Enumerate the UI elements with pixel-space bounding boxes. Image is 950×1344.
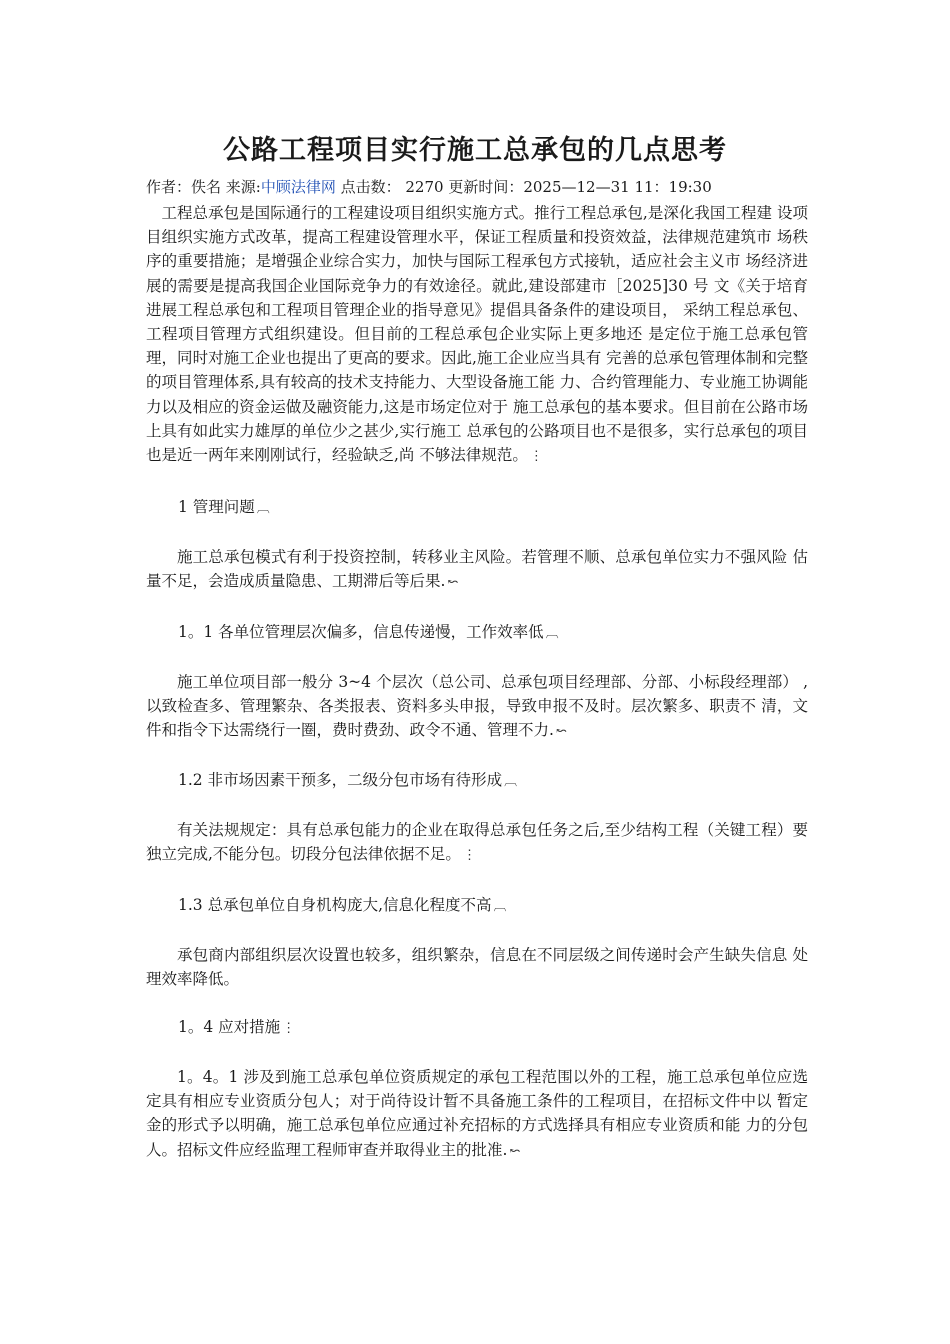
heading-text: 1.3 总承包单位自身机构庞大,信息化程度不高 [178,895,492,914]
document-title: 公路工程项目实行施工总承包的几点思考 [223,135,727,166]
section-paragraph [146,818,808,868]
spacer [146,521,808,545]
intro-text: 工程总承包是国际通行的工程建设项目组织实施方式。推行工程总承包,是深化我国工程建 设项目组织实施方式改革，提高工程建设管理水平，保证工程质量和投资效益，法律规范建筑市 场秩序的重要措施；是增强企业综合实力，加快与国际工程承包方式接轨，适应社会主义市 场经济进展的需要是提高我国企业国际竞争力的有效途径。就此,建设部建市［2025]30 号 文《关于培育进展工程总承包和工程项目管理企业的指导意见》提倡具备条件的建设项目， 采纳工程总承包、工程项目管理方式组织建设。但目前的工程总承包企业实际上更多地还 是定位于施工总承包管理，同时对施工企业也提出了更高的要求。因此,施工企业应当具有 完善的总承包管理体制和完整的项目管理体系,具有较高的技术支持能力、大型设备施工能 力、合约管理能力、专业施工协调能力以及相应的资金运做及融资能力,这是市场定位对于 施工总承包的基本要求。但目前在公路市场上具有如此实力雄厚的单位少之甚少,实行施工 总承包的公路项目也不是很多，实行总承包的项目也是近一两年来刚刚试行，经验缺乏,尚 不够法律规范。 [146,204,808,465]
format-mark-icon: ↜ [447,575,459,591]
article-meta [146,176,826,197]
section-paragraph [146,1065,808,1164]
format-mark-icon: ︹ [545,625,559,641]
source-link[interactable]: 中顾法律网 [260,178,336,196]
heading-text: 1 管理问题 [178,498,255,517]
intro-paragraph [146,201,808,469]
section-heading-1 [146,495,808,521]
spacer [146,991,808,1015]
spacer [146,869,808,893]
spacer [146,1041,808,1065]
spacer [146,596,808,620]
spacer [146,919,808,943]
format-mark-icon: ︹ [256,501,270,517]
article-body [146,201,808,1164]
spacer [146,469,808,495]
format-mark-icon: ⋮ [529,449,543,465]
spacer [146,794,808,818]
heading-text: 1.2 非市场因素干预多，二级分包市场有待形成 [178,771,503,790]
section-paragraph [146,545,808,595]
paragraph-text: 施工总承包模式有利于投资控制，转移业主风险。若管理不顺、总承包单位实力不强风险 估量不足，会造成质量隐患、工期滞后等后果. [146,548,808,591]
section-heading-1-4 [146,1015,808,1041]
format-mark-icon: ↜ [509,1143,521,1159]
meta-stats: 点击数： 2270 更新时间：2025—12—31 11：19:30 [335,178,712,196]
heading-text: 1。1 各单位管理层次偏多，信息传递慢，工作效率低 [178,622,544,641]
format-mark-icon: ︹ [504,774,518,790]
format-mark-icon: ⋮ [462,848,476,864]
section-heading-1-3 [146,893,808,919]
format-mark-icon: ⋮ [282,1021,296,1037]
format-mark-icon: ︹ [493,898,507,914]
spacer [146,744,808,768]
paragraph-text: 施工单位项目部一般分 3~4 个层次（总公司、总承包项目经理部、分部、小标段经理部） ,以致检查多、管理繁杂、各类报表、资料多头申报，导致申报不及时。层次繁多、职责不 清，文件和指令下达需绕行一圈，费时费劲、政令不通、管理不力. [146,672,808,740]
meta-author: 作者：佚名 来源: [146,178,261,196]
paragraph-text: 承包商内部组织层次设置也较多，组织繁杂，信息在不同层级之间传递时会产生缺失信息 处理效率降低。 [146,945,808,988]
paragraph-text: 1。4。1 涉及到施工总承包单位资质规定的承包工程范围以外的工程，施工总承包单位应选 定具有相应专业资质分包人；对于尚待设计暂不具备施工条件的工程项目，在招标文件中以 暂定金的形式予以明确，施工总承包单位应通过补充招标的方式选择具有相应专业资质和能 力的分包人。招标文件应经监理工程师审查并取得业主的批准. [146,1068,808,1159]
paragraph-text: 有关法规规定：具有总承包能力的企业在取得总承包任务之后,至少结构工程（关键工程）要独立完成,不能分包。切段分包法律依据不足。 [146,821,808,864]
heading-text: 1。4 应对措施 [178,1018,281,1037]
section-paragraph [146,670,808,745]
section-paragraph [146,943,808,991]
format-mark-icon: ↜ [555,724,567,740]
spacer [146,646,808,670]
section-heading-1-1 [146,620,808,646]
section-heading-1-2 [146,768,808,794]
